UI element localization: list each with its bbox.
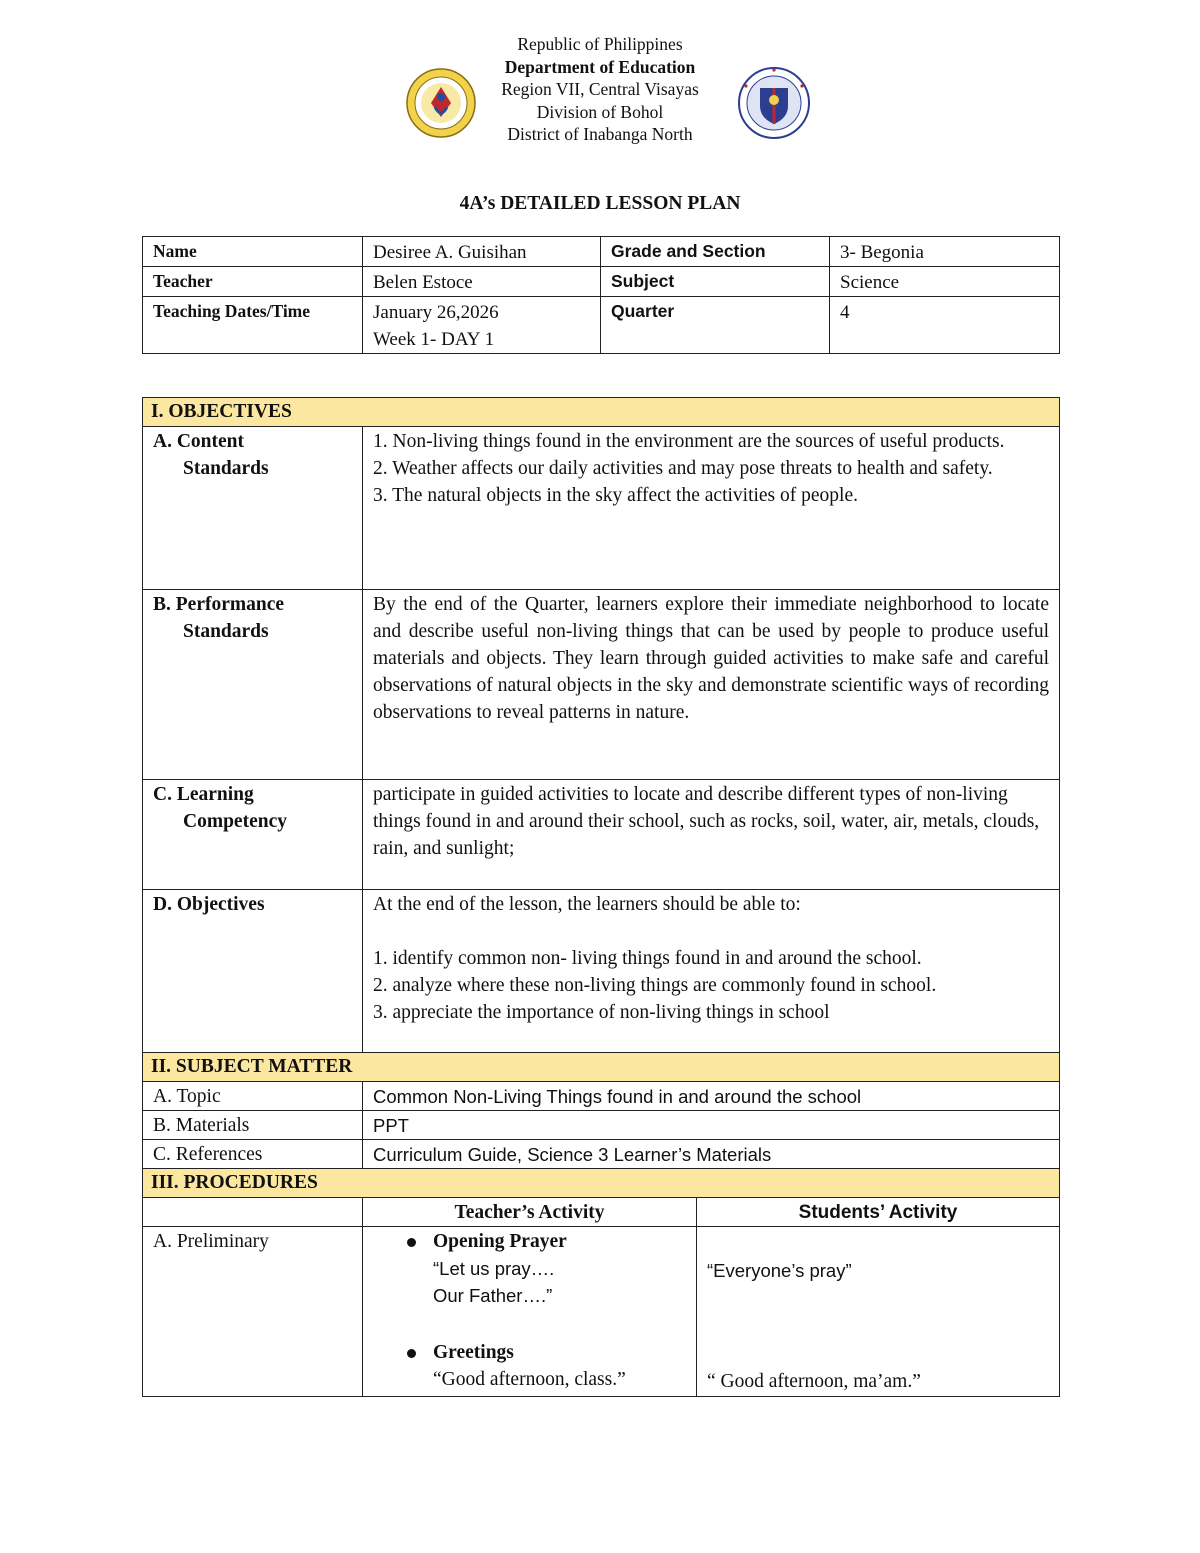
- table-row: [143, 1082, 1060, 1111]
- table-row: [143, 1169, 1060, 1198]
- student-activity-heading: Students’ Activity: [697, 1198, 1060, 1227]
- prayer-line-1: “Let us pray….: [433, 1258, 555, 1279]
- quarter-label: Quarter: [601, 297, 830, 354]
- greetings-title: Greetings: [433, 1342, 514, 1363]
- topic-value: Common Non-Living Things found in and around the school: [363, 1082, 1060, 1111]
- header-republic: Republic of Philippines: [517, 34, 683, 54]
- lesson-plan-table: [142, 397, 1060, 1397]
- subject-matter-heading: II. SUBJECT MATTER: [143, 1053, 1060, 1082]
- student-prayer: “Everyone’s pray”: [707, 1260, 852, 1281]
- content-standard-3: 3. The natural objects in the sky affect the activities of people.: [373, 485, 858, 506]
- content-label-line1: A. Content: [153, 431, 244, 452]
- table-row: [143, 780, 1060, 890]
- teacher-label: Teacher: [143, 267, 363, 297]
- list-item: [363, 1228, 696, 1255]
- table-row: [143, 1111, 1060, 1140]
- header-region: Region VII, Central Visayas: [501, 79, 699, 99]
- name-label: Name: [143, 237, 363, 267]
- dates-value-week: Week 1- DAY 1: [373, 329, 495, 350]
- document-header: [0, 33, 1200, 146]
- objective-1: 1. identify common non- living things found in and around the school.: [373, 948, 922, 969]
- topic-label: A. Topic: [143, 1082, 363, 1111]
- dates-value-date: January 26,2026: [373, 302, 499, 323]
- objectives-label: D. Objectives: [143, 890, 363, 1053]
- objectives-value: [363, 890, 1060, 1053]
- table-row: [143, 297, 1060, 354]
- competency-label-line2: Competency: [183, 811, 287, 832]
- deped-seal-icon: [736, 66, 812, 140]
- opening-prayer-title: Opening Prayer: [433, 1231, 567, 1252]
- teacher-value: Belen Estoce: [363, 267, 601, 297]
- table-row: [143, 427, 1060, 590]
- table-row: [143, 590, 1060, 780]
- dates-value: [363, 297, 601, 354]
- document-title: 4A’s DETAILED LESSON PLAN: [459, 193, 741, 214]
- content-standards-value: [363, 427, 1060, 590]
- table-row: [143, 398, 1060, 427]
- content-standard-2: 2. Weather affects our daily activities and may pose threats to health and safety.: [373, 458, 993, 479]
- subject-value: Science: [830, 267, 1060, 297]
- student-preliminary-activity: [697, 1227, 1060, 1397]
- greetings-line: “Good afternoon, class.”: [433, 1369, 626, 1390]
- table-row: [143, 890, 1060, 1053]
- quarter-value: 4: [830, 297, 1060, 354]
- school-seal-icon: [405, 67, 477, 139]
- name-value: Desiree A. Guisihan: [363, 237, 601, 267]
- references-label: C. References: [143, 1140, 363, 1169]
- teacher-preliminary-activity: [363, 1227, 697, 1397]
- objectives-heading: I. OBJECTIVES: [143, 398, 1060, 427]
- table-row: [143, 1053, 1060, 1082]
- content-standard-1: 1. Non-living things found in the environment are the sources of useful products.: [373, 431, 1005, 452]
- performance-standards-label: [143, 590, 363, 780]
- objectives-intro: At the end of the lesson, the learners should be able to:: [373, 894, 801, 915]
- bullet-icon: [407, 1349, 416, 1358]
- subject-label: Subject: [601, 267, 830, 297]
- header-district: District of Inabanga North: [507, 124, 693, 144]
- student-greeting: “ Good afternoon, ma’am.”: [707, 1371, 921, 1392]
- objective-2: 2. analyze where these non-living things are commonly found in school.: [373, 975, 937, 996]
- performance-standards-value: By the end of the Quarter, learners explore their immediate neighborhood to locate and describe useful non-living things that can be used by people to produce useful materials and objects. They learn through guided activities to make safe and careful observations of natural objects in the sky and demonstrate scientific ways of recording observations to reveal patterns in nature.: [363, 590, 1060, 780]
- grade-label: Grade and Section: [601, 237, 830, 267]
- procedures-heading: III. PROCEDURES: [143, 1169, 1060, 1198]
- performance-label-line2: Standards: [183, 621, 269, 642]
- list-item: [363, 1339, 696, 1366]
- teacher-activity-heading: Teacher’s Activity: [363, 1198, 697, 1227]
- empty-cell: [143, 1198, 363, 1227]
- performance-label-line1: B. Performance: [153, 594, 285, 615]
- bullet-icon: [407, 1238, 416, 1247]
- learning-competency-value: participate in guided activities to locate and describe different types of non-living things found in and around their school, such as rocks, soil, water, air, metals, clouds, rain, and sunlight;: [363, 780, 1060, 890]
- table-row: [143, 1140, 1060, 1169]
- materials-value: PPT: [363, 1111, 1060, 1140]
- dates-label: Teaching Dates/Time: [143, 297, 363, 354]
- competency-label-line1: C. Learning: [153, 784, 254, 805]
- learning-competency-label: [143, 780, 363, 890]
- objective-3: 3. appreciate the importance of non-living things in school: [373, 1002, 830, 1023]
- grade-value: 3- Begonia: [830, 237, 1060, 267]
- lesson-info-table: [142, 236, 1060, 354]
- header-division: Division of Bohol: [536, 101, 664, 122]
- header-department: Department of Education: [504, 56, 696, 77]
- table-row: [143, 267, 1060, 297]
- content-label-line2: Standards: [183, 458, 269, 479]
- table-row: [143, 1227, 1060, 1397]
- references-value: Curriculum Guide, Science 3 Learner’s Materials: [363, 1140, 1060, 1169]
- materials-label: B. Materials: [143, 1111, 363, 1140]
- table-row: [143, 1198, 1060, 1227]
- preliminary-label: A. Preliminary: [143, 1227, 363, 1397]
- content-standards-label: [143, 427, 363, 590]
- table-row: [143, 237, 1060, 267]
- prayer-line-2: Our Father….”: [433, 1285, 553, 1306]
